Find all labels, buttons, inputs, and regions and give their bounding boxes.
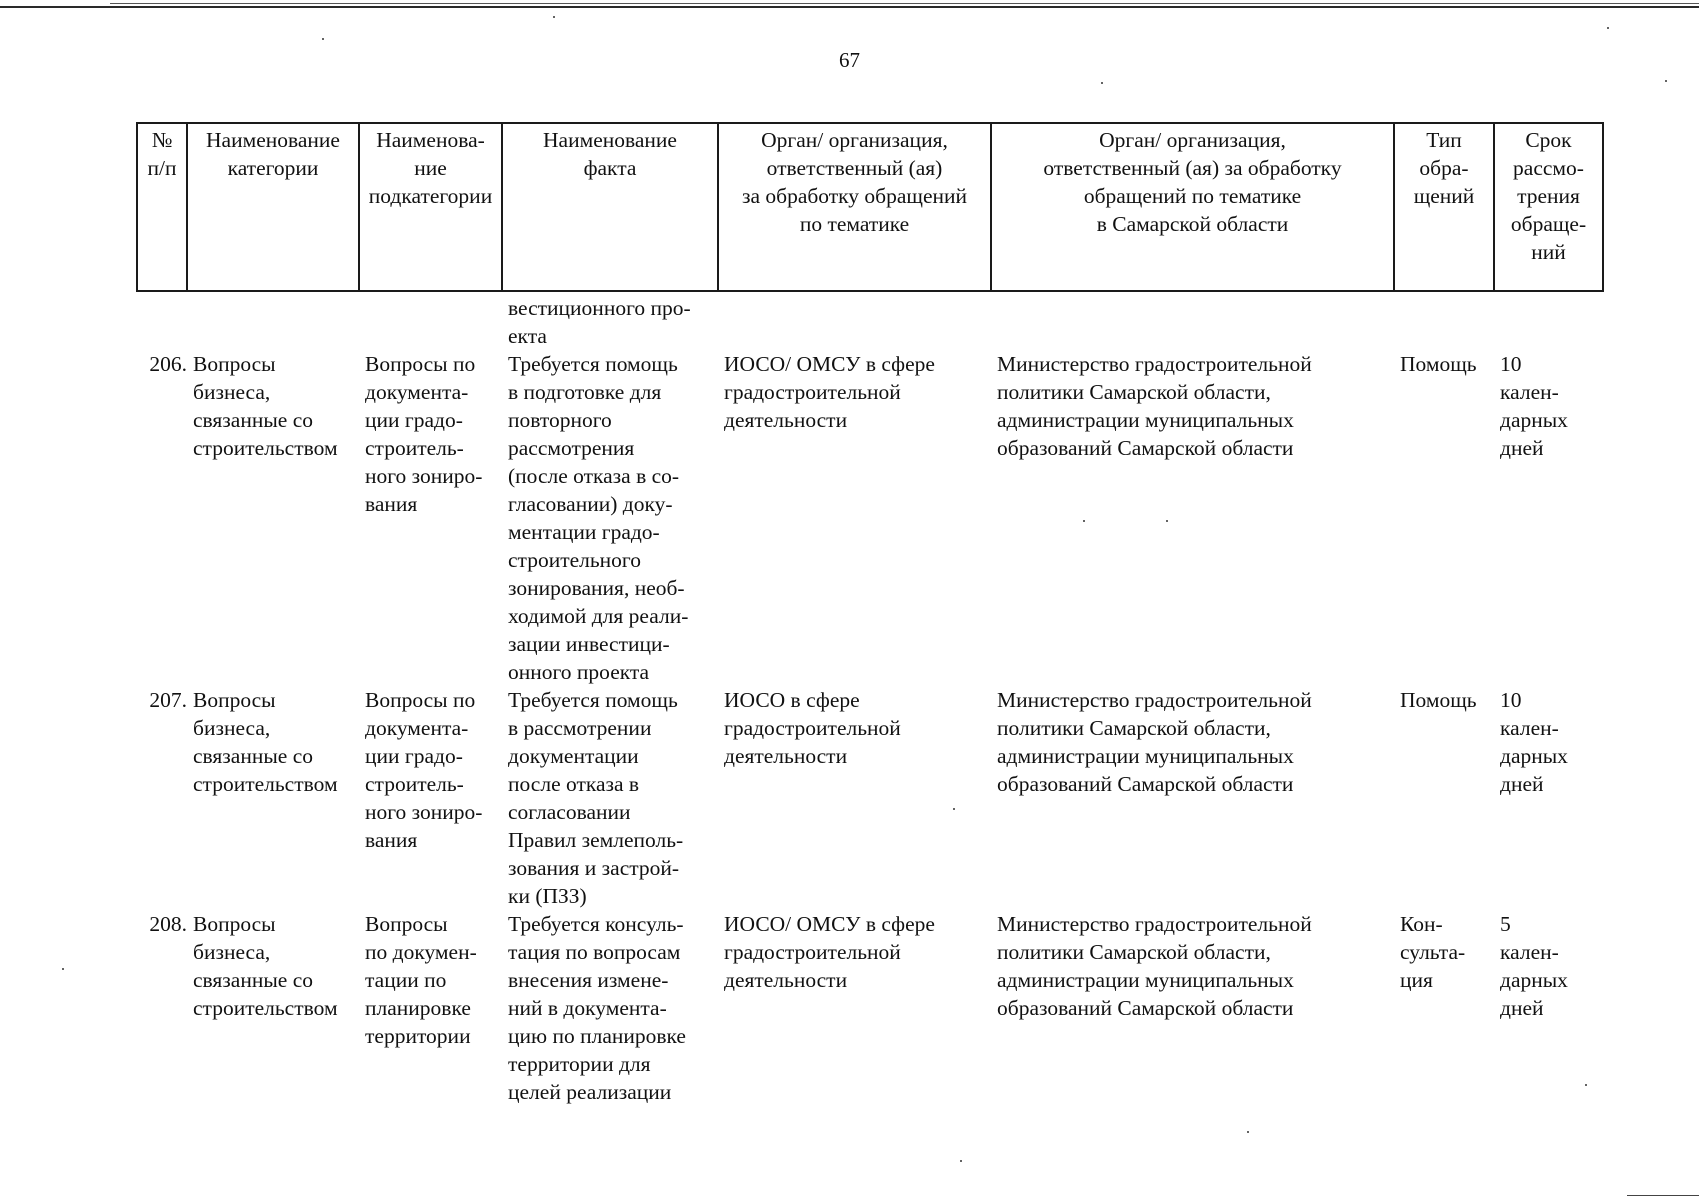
scan-border-line-thin [110, 3, 1699, 4]
row-authority-samara: Министерство градостроительной политики Самарской области, администрации муниципальных образований Самарской области [997, 688, 1312, 796]
row-type: Помощь [1400, 352, 1477, 376]
row-number: 206. [149, 352, 187, 376]
appeals-table [136, 122, 1604, 1106]
scan-speck [62, 968, 64, 970]
row-fact: Требуется консуль- тация по вопросам внесения измене- ний в документа- цию по планировке территории для целей реализации [508, 912, 686, 1104]
scan-speck [1665, 80, 1667, 82]
row-category: Вопросы бизнеса, связанные со строительством [193, 688, 338, 796]
row-type: Кон- сульта- ция [1400, 912, 1466, 992]
header-row [137, 123, 1603, 291]
row-category: Вопросы бизнеса, связанные со строительством [193, 352, 338, 460]
row-authority-samara: Министерство градостроительной политики Самарской области, администрации муниципальных образований Самарской области [997, 912, 1312, 1020]
header-authority-samara: Орган/ организация, ответственный (ая) за обработку обращений по тематике в Самарской области [991, 123, 1394, 291]
row-authority: ИОСО/ ОМСУ в сфере градостроительной деятельности [724, 912, 935, 992]
header-subcategory: Наименова- ние подкатегории [359, 123, 502, 291]
row-authority-samara: Министерство градостроительной политики Самарской области, администрации муниципальных образований Самарской области [997, 352, 1312, 460]
scan-speck [1247, 1131, 1249, 1133]
table-body [137, 291, 1603, 1106]
row-authority: ИОСО/ ОМСУ в сфере градостроительной деятельности [724, 352, 935, 432]
scan-speck [960, 1160, 962, 1162]
table-row [137, 350, 1603, 686]
table-row [137, 910, 1603, 1106]
row-subcategory: Вопросы по докумен- тации по планировке территории [365, 912, 477, 1048]
row-subcategory: Вопросы по документа- ции градо- строитель- ного зониро- вания [365, 352, 483, 516]
scan-corner-mark [1627, 1195, 1699, 1196]
page-number: 67 [839, 48, 860, 72]
header-authority: Орган/ организация, ответственный (ая) за обработку обращений по тематике [718, 123, 991, 291]
scan-speck [1585, 1084, 1587, 1086]
row-term: 5 кален- дарных дней [1500, 912, 1568, 1020]
row-number: 208. [149, 912, 187, 936]
row-term: 10 кален- дарных дней [1500, 688, 1568, 796]
continuation-row [137, 291, 1603, 350]
header-number: № п/п [137, 123, 187, 291]
table-header [137, 123, 1603, 291]
scan-speck [553, 16, 555, 18]
row-subcategory: Вопросы по документа- ции градо- строитель- ного зониро- вания [365, 688, 483, 852]
row-term: 10 кален- дарных дней [1500, 352, 1568, 460]
scan-speck [953, 808, 955, 810]
header-term: Срок рассмо- трения обраще- ний [1494, 123, 1603, 291]
header-type: Тип обра- щений [1394, 123, 1494, 291]
scan-speck [1101, 82, 1103, 84]
table-row [137, 686, 1603, 910]
scan-speck [1166, 520, 1168, 522]
scan-speck [1083, 520, 1085, 522]
continuation-text: вестиционного про- екта [508, 296, 691, 348]
header-category: Наименование категории [187, 123, 359, 291]
row-category: Вопросы бизнеса, связанные со строительством [193, 912, 338, 1020]
row-number: 207. [149, 688, 187, 712]
scan-speck [322, 38, 324, 40]
header-fact: Наименование факта [502, 123, 718, 291]
scan-border-line [0, 6, 1699, 8]
row-type: Помощь [1400, 688, 1477, 712]
scan-speck [1607, 27, 1609, 29]
row-fact: Требуется помощь в подготовке для повторного рассмотрения (после отказа в со- гласовании) доку- ментации градо- строительного зонирования, необ- ходимой для реали- зации инвестици- онного проекта [508, 352, 689, 684]
row-fact: Требуется помощь в рассмотрении документации после отказа в согласовании Правил землеполь- зования и застрой- ки (ПЗЗ) [508, 688, 684, 908]
row-authority: ИОСО в сфере градостроительной деятельности [724, 688, 901, 768]
